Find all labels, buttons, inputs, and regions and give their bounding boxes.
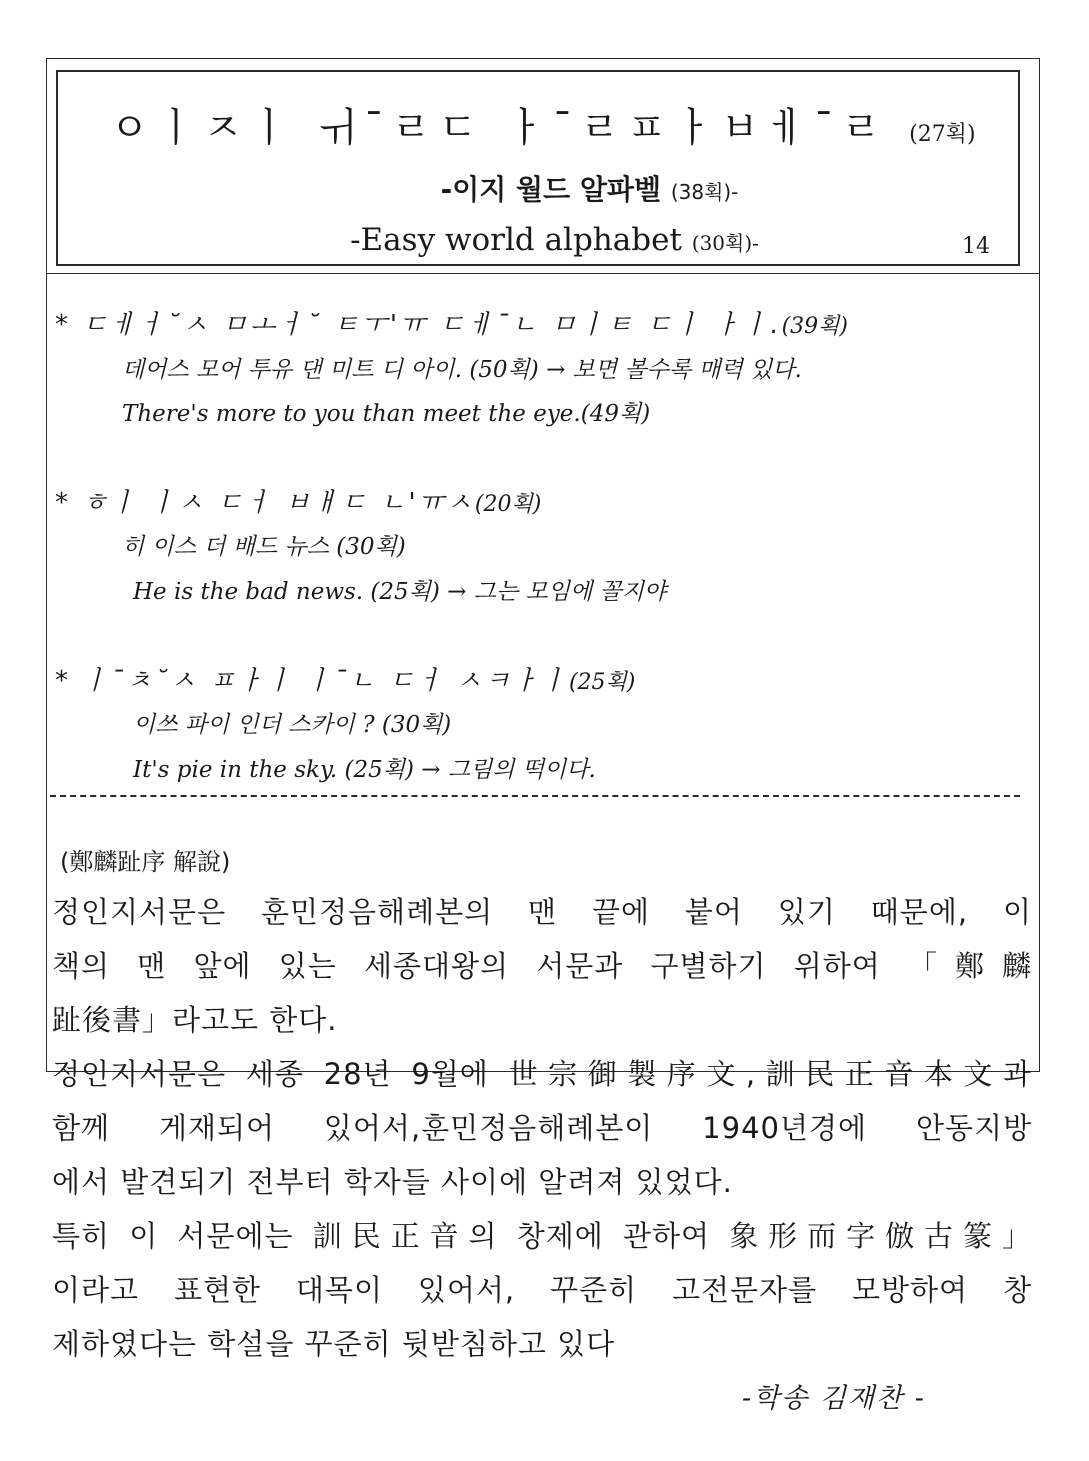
english-title-text: -Easy world alphabet: [350, 222, 682, 258]
commentary-line: 이라고 표현한 대목이 있어서, 꾸준히 고전문자를 모방하여 창: [52, 1273, 1032, 1307]
korean-title-text: -이지 월드 알파벨: [440, 173, 662, 206]
glyph-title-text: ㅇㅣㅈㅣ ㅟ¯ㄹㄷ ㅏ¯ㄹㅍㅏㅂㅔ¯ㄹ: [110, 105, 889, 151]
commentary-line: 함께 게재되어 있어서,훈민정음해례본이 1940년경에 안동지방: [52, 1111, 1032, 1145]
phrase-glyph-line: [55, 482, 541, 519]
english-title-count: (30획)-: [691, 231, 759, 255]
commentary-line: 趾後書」라고도 한다.: [52, 1003, 338, 1037]
phrase-english-line: It's pie in the sky. (25획) → 그림의 떡이다.: [133, 757, 596, 783]
phrase-korean-line: 데어스 모어 투유 댄 미트 디 아이. (50획) → 보면 볼수록 매력 있다.: [122, 357, 802, 383]
phrase-glyph-line: [55, 304, 848, 341]
commentary-line: 책의 맨 앞에 있는 세종대왕의 서문과 구별하기 위하여 「鄭麟: [52, 949, 1032, 983]
glyph-title: [110, 96, 976, 153]
phrase-glyph-text: * ㅣ¯ㅊ˘ㅅ ㅍㅏㅣ ㅣ¯ㄴ ㄷㅓ ㅅㅋㅏㅣ: [55, 666, 569, 696]
phrase-glyph-text: * ㄷㅔㅓ˘ㅅ ㅁㅗㅓ˘ ㅌㅜ'ㅠ ㄷㅔ¯ㄴ ㅁㅣㅌ ㄷㅣ ㅏㅣ.: [55, 310, 782, 340]
dashed-divider: [50, 795, 1020, 797]
commentary-line: 에서 발견되기 전부터 학자들 사이에 알려져 있었다.: [52, 1165, 733, 1199]
phrase-glyph-count: (39획): [781, 314, 849, 339]
commentary-line: 특히 이 서문에는 訓民正音의 창제에 관하여 象形而字倣古篆」: [52, 1219, 1032, 1253]
phrase-glyph-text: * ㅎㅣ ㅣㅅ ㄷㅓ ㅂㅐㄷ ㄴ'ㅠㅅ: [55, 488, 475, 518]
phrase-english-line: There's more to you than meet the eye.(49획): [122, 401, 651, 427]
phrase-glyph-count: (20획): [474, 492, 542, 517]
page-number: 14: [962, 234, 990, 259]
header-divider: [46, 273, 1040, 274]
commentary-line: 정인지서문은 세종 28년 9월에 世宗御製序文,訓民正音本文과: [52, 1057, 1032, 1091]
phrase-korean-line: 히 이스 더 배드 뉴스 (30획): [122, 534, 406, 560]
phrase-korean-line: 이쓰 파이 인더 스카이 ? (30획): [133, 712, 452, 738]
author-signature: -학송 김재찬 -: [742, 1383, 926, 1414]
commentary-heading: (鄭麟趾序 解說): [60, 848, 231, 876]
korean-title-count: (38획)-: [670, 180, 739, 204]
commentary-line: 정인지서문은 훈민정음해례본의 맨 끝에 붙어 있기 때문에, 이: [52, 895, 1032, 929]
korean-title: [45, 168, 1089, 208]
glyph-title-count: (27획): [909, 122, 976, 147]
phrase-glyph-count: (25획): [568, 670, 636, 695]
commentary-line: 제하였다는 학설을 꾸준히 뒷받침하고 있다: [52, 1327, 616, 1361]
phrase-english-line: He is the bad news. (25획) → 그는 모임에 꼴지야: [133, 579, 667, 605]
english-title: [10, 222, 1089, 258]
phrase-glyph-line: [55, 660, 635, 697]
